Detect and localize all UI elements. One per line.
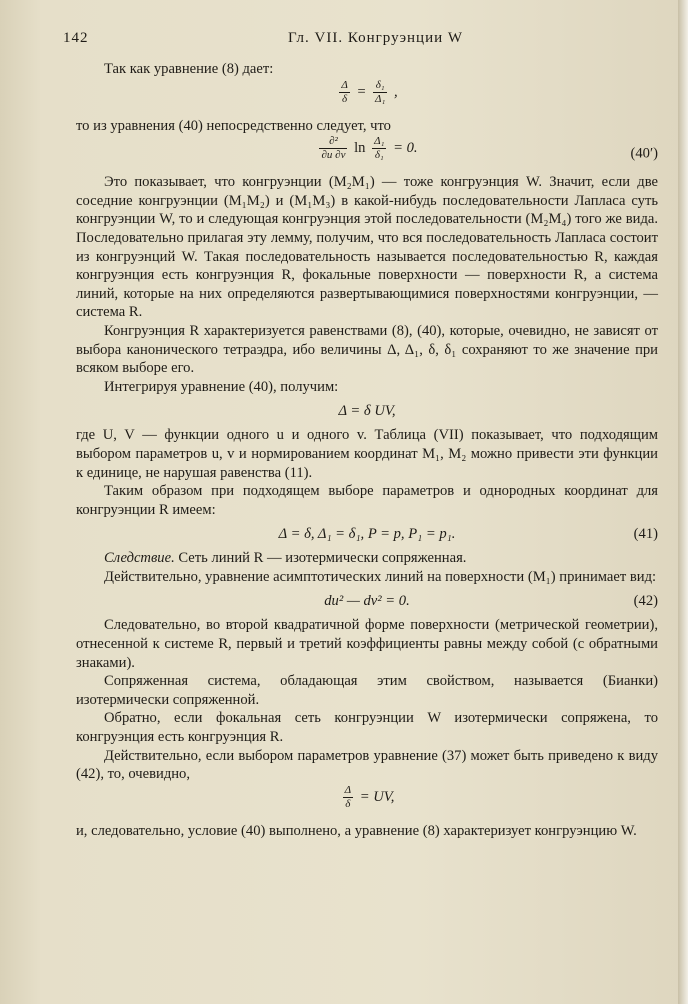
page-edge-shadow [678,0,688,1004]
paragraph-4: Конгруэнция R характеризуется равенствами (8), (40), которые, очевидно, не зависят от выбора канонического тетраэдра, ибо величины Δ, Δ₁, δ, δ₁ сохраняют то же значение при всяком выборе его. [76,322,658,377]
paragraph-9: Действительно, уравнение асимптотических линий на поверхности (M₁) принимает вид: [104,568,657,585]
fraction-right: $\frac{\text{δ₁}}{\text{Δ₁}}$ [375,78,386,105]
equation-41: Δ = δ, Δ₁ = δ₁, P = p, P₁ = p₁. (41) [76,519,658,549]
equation-number: (41) [633,526,658,543]
paragraph-5: Интегрируя уравнение (40), получим: [104,378,339,395]
equation-40-prime: $\frac{\text{∂²}}{\partial u \partial v}$ ln $\frac{\text{Δ₁}}{\text{δ₁}}$ = 0. (40′) [321,135,658,162]
paragraph-11: Сопряженная система, обладающая этим свойством, называется (Бианки) изотермически сопряженной. [76,673,658,708]
paragraph-corollary: Следствие. Сеть линий R — изотермически сопряженная. [104,550,467,567]
page-header [0,30,688,54]
corollary-label: Следствие. [104,550,175,567]
paragraph-10: Следовательно, во второй квадратичной форме поверхности (метрической геометрии), отнесенной к системе R, первый и третий коэффициенты равны между собой (с обратными знаками). [76,617,658,671]
paragraph-1: Так как уравнение (8) дает: [104,61,274,77]
equation-ratio-uv: $\frac{\Delta}{\delta}$ = UV, [344,783,395,810]
paragraph-2: то из уравнения (40) непосредственно следует, что [76,117,391,134]
equation-number: (40′) [630,145,658,162]
equation-number: (42) [633,593,658,610]
paragraph-7: Таким образом при подходящем выборе параметров и однородных координат для конгруэнции R имеем: [76,483,658,518]
equation-delta-ratio: $\frac{\Delta}{\delta}$ = $\frac{\text{δ₁}}{\text{Δ₁}}$ , [341,78,398,105]
page-number: 142 [63,30,89,46]
page-body [76,60,658,840]
paragraph-3: Это показывает, что конгруэнции (M₂M₁) — тоже конгруэнция W. Значит, если две соседние конгруэнции (M₁M₂) и (M₁M₃) в какой-нибудь последовательности Лапласа суть конгруэнции W, то и следующая конгруэнция этой последовательности (M₂M₄) того же вида. Последовательно прилагая эту лемму, получим, что вся последовательность Лапласа состоит из конгруэнций W. Такая последовательность называется последовательностью R, каждая конгруэнция есть конгруэнция R, фокальные поверхности — поверхности R, а система линий, которые на них определяются развертывающимися поверхностями конгруэнции, — система R. [76,174,658,321]
equation-42: du² — dv² = 0. (42) [76,586,658,616]
paragraph-14: и, следовательно, условие (40) выполнено, а уравнение (8) характеризует конгруэнцию W. [76,822,637,839]
equation-integral: Δ = δ UV, [338,403,396,420]
fraction-left: $\frac{\Delta}{\delta}$ [341,78,348,105]
paragraph-6: где U, V — функции одного u и одного v. Таблица (VII) показывает, что подходящим выбором параметров u, v и нормированием координат M₁, M₂ можно привести эти функции к единице, не нарушая равенства (11). [76,427,658,481]
paragraph-13: Действительно, если выбором параметров уравнение (37) может быть приведено к виду (42), то, очевидно, [76,747,658,783]
paragraph-12: Обратно, если фокальная сеть конгруэнции W изотермически сопряжена, то конгруэнция есть конгруэнция R. [76,710,658,746]
running-head: Гл. VII. Конгруэнции W [288,30,464,46]
